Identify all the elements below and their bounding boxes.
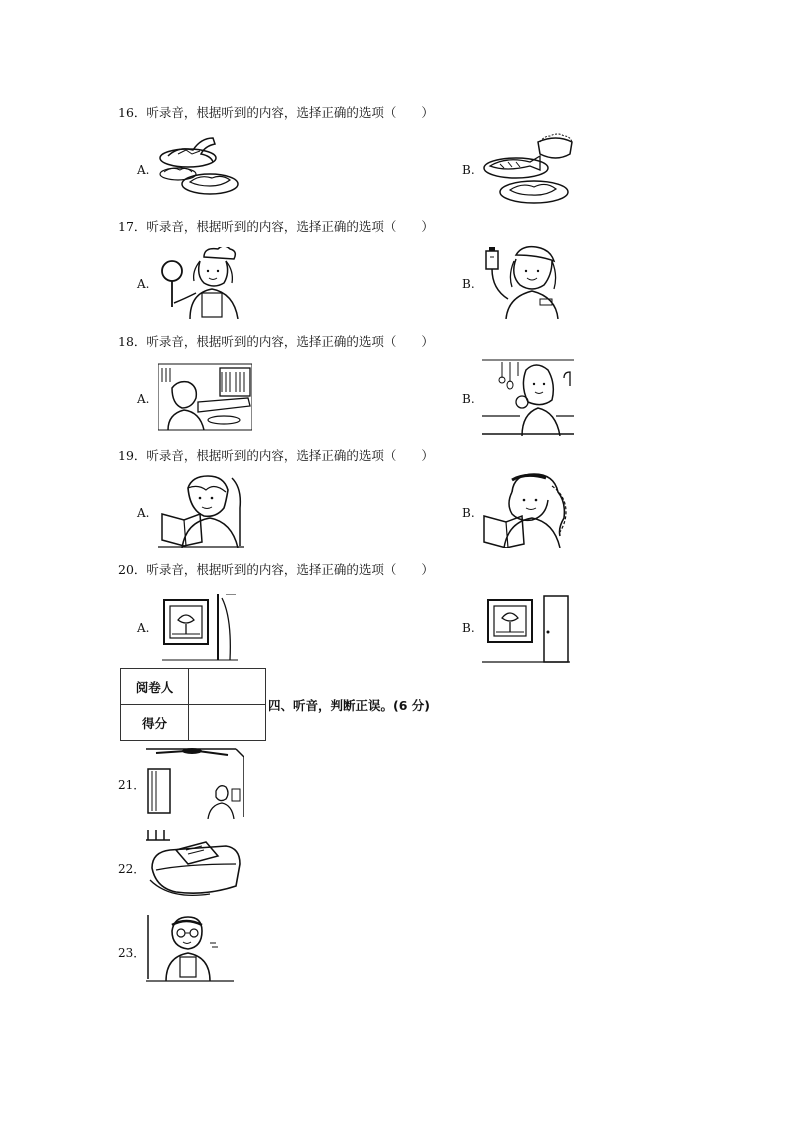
option-b-label[interactable]: B. — [462, 392, 475, 406]
chef-with-bottle-icon[interactable] — [482, 245, 560, 319]
question-18 — [118, 334, 434, 350]
option-a-label[interactable]: A. — [137, 506, 150, 520]
question-16 — [118, 105, 434, 121]
question-text: 听录音，根据听到的内容，选择正确的选项（ ） — [146, 219, 434, 234]
girl-reading-icon[interactable] — [482, 472, 572, 548]
man-with-glasses-icon[interactable] — [146, 913, 234, 983]
option-b-label[interactable]: B. — [462, 163, 475, 177]
fish-rice-icon[interactable] — [482, 132, 574, 206]
judge-item-22-number: 22． — [118, 862, 146, 876]
reviewer-label: 阅卷人 — [121, 669, 189, 705]
question-number: 19． — [118, 448, 147, 463]
score-label: 得分 — [121, 705, 189, 741]
question-number: 20． — [118, 562, 147, 577]
option-b-label[interactable]: B. — [462, 277, 475, 291]
question-number: 16． — [118, 105, 147, 120]
sofa-with-notebook-icon[interactable] — [146, 828, 242, 900]
girl-at-desk-icon[interactable] — [158, 362, 252, 432]
reviewer-field[interactable] — [189, 669, 266, 705]
food-plates-icon[interactable] — [158, 136, 240, 202]
judge-item-21-number: 21． — [118, 778, 146, 792]
question-17 — [118, 219, 434, 235]
picture-by-door-icon[interactable] — [482, 592, 570, 664]
question-number: 17． — [118, 219, 147, 234]
option-b-label[interactable]: B. — [462, 506, 475, 520]
question-text: 听录音，根据听到的内容，选择正确的选项（ ） — [146, 334, 434, 349]
boy-reading-icon[interactable] — [158, 474, 244, 548]
chef-with-pan-icon[interactable] — [160, 247, 242, 319]
question-19 — [118, 448, 434, 464]
option-a-label[interactable]: A. — [137, 163, 150, 177]
question-20 — [118, 562, 434, 578]
option-b-label[interactable]: B. — [462, 621, 475, 635]
section-title: 四、听音，判断正误。(6 分) — [268, 698, 430, 713]
score-box — [120, 668, 266, 741]
score-field[interactable] — [189, 705, 266, 741]
judge-item-23-number: 23． — [118, 946, 146, 960]
question-text: 听录音，根据听到的内容，选择正确的选项（ ） — [146, 562, 434, 577]
question-text: 听录音，根据听到的内容，选择正确的选项（ ） — [146, 448, 434, 463]
option-a-label[interactable]: A. — [137, 621, 150, 635]
question-number: 18． — [118, 334, 147, 349]
girl-in-kitchen-icon[interactable] — [482, 358, 574, 436]
option-a-label[interactable]: A. — [137, 277, 150, 291]
picture-by-window-icon[interactable] — [162, 594, 240, 662]
room-with-fan-icon[interactable] — [146, 745, 244, 819]
question-text: 听录音，根据听到的内容，选择正确的选项（ ） — [146, 105, 434, 120]
option-a-label[interactable]: A. — [137, 392, 150, 406]
